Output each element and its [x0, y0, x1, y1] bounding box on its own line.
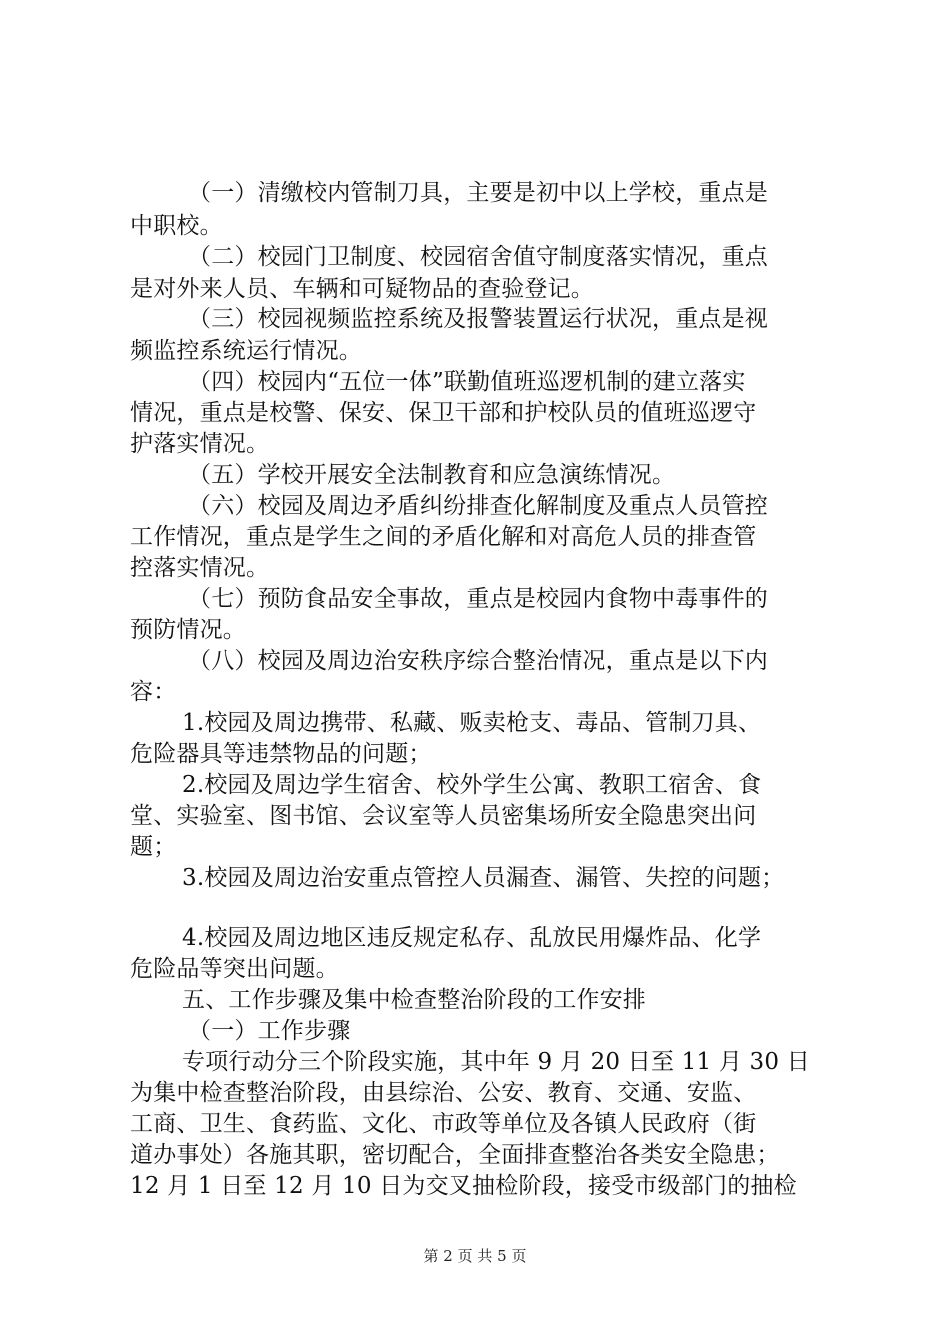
text-line: （八）校园及周边治安秩序综合整治情况，重点是以下内 — [188, 648, 768, 674]
text-line: 3.校园及周边治安重点管控人员漏查、漏管、失控的问题； — [182, 865, 785, 891]
text-line: 为集中检查整治阶段，由县综治、公安、教育、交通、安监、 — [130, 1080, 757, 1106]
text-line: 情况，重点是校警、保安、保卫干部和护校队员的值班巡逻守 — [130, 400, 757, 426]
text-line: 专项行动分三个阶段实施，其中年 9 月 20 日至 11 月 30 日 — [182, 1049, 810, 1075]
text-line: 工商、卫生、食药监、文化、市政等单位及各镇人民政府（街 — [130, 1111, 757, 1137]
text-line: 是对外来人员、车辆和可疑物品的查验登记。 — [130, 276, 594, 302]
text-line: （五）学校开展安全法制教育和应急演练情况。 — [188, 462, 676, 488]
text-line: （三）校园视频监控系统及报警装置运行状况，重点是视 — [188, 306, 768, 332]
text-line: 频监控系统运行情况。 — [130, 338, 362, 364]
text-line: 2.校园及周边学生宿舍、校外学生公寓、教职工宿舍、食 — [182, 772, 762, 798]
text-line: 12 月 1 日至 12 月 10 日为交叉抽检阶段，接受市级部门的抽检 — [130, 1173, 797, 1199]
text-line: 工作情况，重点是学生之间的矛盾化解和对高危人员的排查管 — [130, 524, 757, 550]
text-line: （四）校园内“五位一体”联勤值班巡逻机制的建立落实 — [188, 369, 746, 395]
text-line: 危险品等突出问题。 — [130, 956, 339, 982]
text-line: 预防情况。 — [130, 617, 246, 643]
text-line: 容： — [130, 679, 177, 705]
text-line: 控落实情况。 — [130, 555, 270, 581]
subsection-heading: （一）工作步骤 — [188, 1018, 351, 1044]
text-line: （二）校园门卫制度、校园宿舍值守制度落实情况，重点 — [188, 244, 768, 270]
text-line: （六）校园及周边矛盾纠纷排查化解制度及重点人员管控 — [188, 493, 768, 519]
text-line: 护落实情况。 — [130, 431, 270, 457]
text-line: （七）预防食品安全事故，重点是校园内食物中毒事件的 — [188, 586, 768, 612]
text-line: 题； — [130, 834, 177, 860]
text-line: 堂、实验室、图书馆、会议室等人员密集场所安全隐患突出问 — [130, 803, 757, 829]
text-line: 危险器具等违禁物品的问题； — [130, 741, 432, 767]
text-line: 1.校园及周边携带、私藏、贩卖枪支、毒品、管制刀具、 — [182, 710, 762, 736]
text-line: 4.校园及周边地区违反规定私存、乱放民用爆炸品、化学 — [182, 925, 762, 951]
text-line: 道办事处）各施其职，密切配合，全面排查整治各类安全隐患； — [130, 1142, 780, 1168]
text-line: 中职校。 — [130, 213, 223, 239]
section-heading: 五、工作步骤及集中检查整治阶段的工作安排 — [182, 987, 646, 1013]
page-footer: 第 2 页 共 5 页 — [423, 1247, 527, 1265]
text-line: （一）清缴校内管制刀具，主要是初中以上学校，重点是 — [188, 180, 768, 206]
